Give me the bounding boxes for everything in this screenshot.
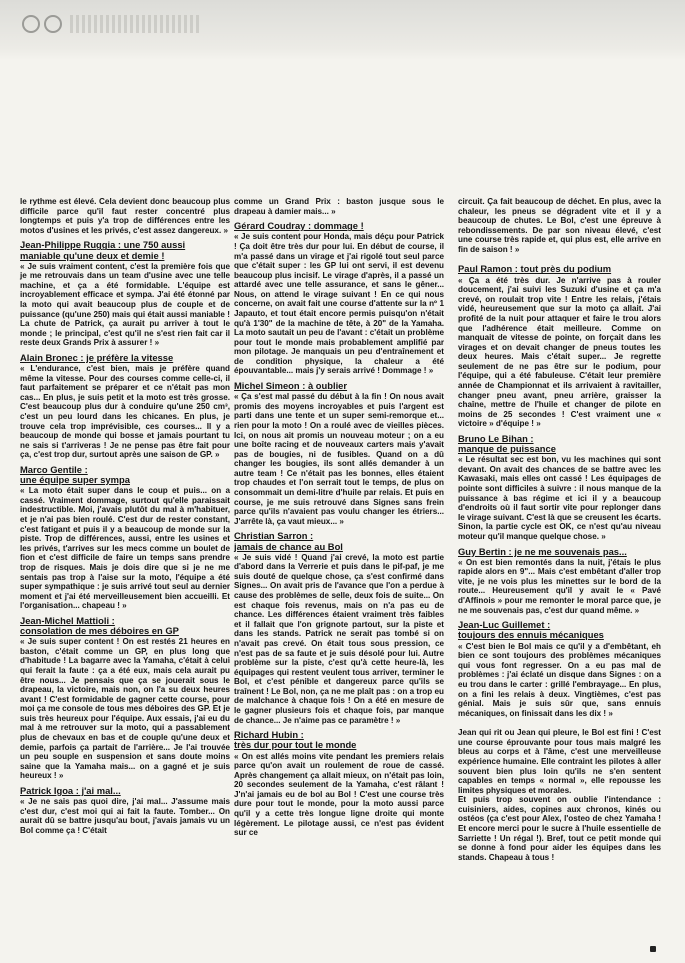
interview-body: « C'est bien le Bol mais ce qu'il y a d'embêtant, eh bien ce sont toujours des problèmes mécaniques qui vous font regresser. On a eu pas mal de problèmes : j'ai éclaté un disque dans Signes : on a eu trou dans le carter : grillé l'embrayage... En plus, on a fini les relais à deux. Vingtièmes, c'est pas génial. Mais je suis sûr que, sans ennuis mécaniques, on finissait dans les dix ! » bbox=[458, 641, 661, 718]
interview-title: Jean-Philippe Ruggia : une 750 aussi bbox=[20, 239, 186, 251]
column-2 bbox=[234, 197, 444, 838]
interview-title: Bruno Le Bihan : bbox=[458, 432, 534, 444]
interview-heading bbox=[20, 786, 230, 796]
logo-ring-icon bbox=[44, 15, 62, 33]
logo-ring-icon bbox=[22, 15, 40, 33]
page-header bbox=[0, 0, 685, 60]
column-intro-paragraph: comme un Grand Prix : baston jusque sous le drapeau à damier mais... » bbox=[234, 197, 444, 216]
interview-title: Christian Sarron : bbox=[234, 530, 314, 542]
interview-body: « On est allés moins vite pendant les premiers relais parce qu'on avait un roulement de roue de cassé. Après changement ça allait mieux, on n'était pas loin, 20 secondes seulement de la Yamaha, c'est râlant ! J'n'ai jamais eu de bol au Bol ! C'est une course très dure pour tout le monde, pour la moto aussi parce qu'il y a cette très longue ligne droite qui monte légèrement. Le pilotage aussi, ce n'est pas évident sur ce bbox=[234, 751, 444, 838]
interview-title: Jean-Michel Mattioli : bbox=[20, 614, 115, 626]
interview-heading bbox=[20, 616, 230, 636]
interview-subtitle: jamais de chance au Bol bbox=[234, 540, 343, 552]
interview-subtitle: toujours des ennuis mécaniques bbox=[458, 629, 604, 641]
interview-body: « Le résultat sec est bon, vu les machines qui sont devant. On avait des chances de se battre avec les Kawasaki, mais elles ont cassé ! Les équipages de pointe sont difficiles à suivre : il nous manque de la puissance à bas régime et ici il y a beaucoup d'endroits où il faut sortir vite pour replonger dans le virage suivant. C'est là que se creusent les écarts. Sinon, la partie cycle est OK, ce n'est qu'au niveau moteur qu'il manque quelque chose. » bbox=[458, 455, 661, 541]
interview-body: « Ça s'est mal passé du début à la fin ! On nous avait promis des moyens incroyables et puis l'argent est parti dans une tente et un super semi-remorque et... rien pour la moto ! On a roulé avec de vieilles pièces. Ici, on nous ait promis un nouveau moteur ; on a eu une boîte racing et de nouveaux carters mais y'avait pas de bougies, ni de fusibles. Quand on a dû changer les bougies, ils sont allés demander à un autre team ! Ce n'était pas les bonnes, elles étaient trop chaudes et l'on serrait tout le temps, de plus on consommait un demi-litre d'huile par relais. Et puis en course, je me suis retrouvé dans Signes sans frein parce qu'ils n'avaient pas voulu changer les étriers... J'arrête là, ça vaut mieux... » bbox=[234, 392, 444, 526]
interview-heading bbox=[20, 353, 230, 363]
closing-paragraph: Et puis trop souvent on oublie l'intendance : cuisiniers, aides, copines aux chronos, kinés ou ostéos (ça c'est pour Alex, l'osteo de chez Yamaha ! Et encore merci pour le sucre à l'huile essentielle de Sarriette ! Un régal !). Bref, tout ce petit monde qui se donne à fond pour aider les équipes dans les stands. Chapeau à tous ! bbox=[458, 795, 661, 862]
interview-heading bbox=[234, 221, 444, 231]
interview-heading bbox=[458, 264, 661, 274]
interview-title: Patrick Igoa : j'ai mal... bbox=[20, 784, 121, 796]
interview-body: « Je suis vraiment content, c'est la première fois que je me retrouvais dans un team d'usine avec une telle machine, et ça a été formidable. L'équipe est incroyablement efficace et sympa. J'ai été étonné par la moto qui avait beaucoup plus de couple et de puissance (qu'une 250) mais qui était aussi maniable ! La chute de Patrick, ça aurait pu arriver à tout le monde ; le principal, c'est qu'il ne s'est rien fait car il reste deux Grands Prix à assurer ! » bbox=[20, 261, 230, 348]
interview-title: Marco Gentile : bbox=[20, 463, 88, 475]
interview-title: Guy Bertin : je ne me souvenais pas... bbox=[458, 545, 627, 557]
interview-title: Gérard Coudray : dommage ! bbox=[234, 220, 364, 232]
interview-title: Alain Bronec : je préfère la vitesse bbox=[20, 351, 174, 363]
logo-stripes bbox=[70, 15, 200, 33]
interview-title: Richard Hubin : bbox=[234, 729, 304, 741]
interview-title: Paul Ramon : tout près du podium bbox=[458, 263, 612, 275]
interview-heading bbox=[234, 381, 444, 391]
interview-body: « Je ne sais pas quoi dire, j'ai mal... J'assume mais c'est dur, c'est moi qui ai fait la faute. Tomber... On aurait dû se battre jusqu'au bout, j'avais jamais vu un Bol comme ça ! C'était bbox=[20, 797, 230, 835]
interview-body: « On est bien remontés dans la nuit, j'étais le plus rapide alors en 9"... Mais c'est embêtant d'aller trop vite, je ne vois plus les minettes sur le bord de la route... Heureusement qu'il y avait le « Pavé d'Affinois » pour me remonter le moral parce que, je ne me souvenais pas, c'est dur quand même. » bbox=[458, 557, 661, 615]
interview-heading bbox=[20, 465, 230, 485]
end-of-article-mark bbox=[650, 946, 656, 952]
interview-heading bbox=[20, 240, 230, 260]
magazine-logo bbox=[22, 10, 382, 38]
column-3 bbox=[458, 197, 661, 862]
interview-body: « Je suis vidé ! Quand j'ai crevé, la moto est partie d'abord dans la Verrerie et puis dans le pif-paf, je me suis douté de quelque chose, ça s'est confirmé dans Signes... On avait pris de l'avance que l'on a perdue à cause des problèmes de selle, deux fois de suite... On est chaque fois revenus, mais on n'a pas eu de chance. Les différences étaient vraiment très faibles et il fallait que l'on grignote partout, sur la piste et dans les stands. Patrick ne serait pas tombé si on n'avait pas crevé. On était tous sous pression, ce n'est pas de sa faute et je suis désolé pour lui. Autre problème sur la piste, c'est qu'à cette heure-là, les équipages qui restent veulent tous arriver, terminer le Bol, et c'est pénible et dangereux parce qu'ils se traînent ! Le Bol, non, ça ne me plaît pas : on a trop eu de malchance à chaque fois ! On a été en mesure de le gagner plusieurs fois et chaque fois, par manque de chance... Je n'aime pas ce paramètre ! » bbox=[234, 552, 444, 725]
interview-body: « L'endurance, c'est bien, mais je préfère quand même la vitesse. Pour des courses comme celle-ci, il faut parfaitement se préparer et ce n'était pas mon cas... En plus, je suis petit et la moto est très grosse. C'est beaucoup plus dur à conduire qu'une 250 cm³, c'est un peu lourd dans les chicanes. En plus, je trouve cela trop imprévisible, ces courses... Il y a beaucoup de monde qui bosse et jamais pourtant tu ne sais si t'arriveras ! Je ne pense pas être fait pour ça, c'est trop dur, surtout après une saison de GP. » bbox=[20, 364, 230, 460]
interview-body: « Je suis content pour Honda, mais déçu pour Patrick ! Ça doit être très dur pour lui. En début de course, il m'a passé dans un virage et j'ai rigolé tout seul parce que c'était super : les GP lui ont servi, il est devenu beaucoup plus incisif. Le virage d'après, il a passé un attardé avec une telle assurance, et sans le gêner... Nous, on attend le virage suivant ! En ce qui nous concerne, on avait fait une course d'attente sur la nº 1 Japauto, et tout était encore permis puisqu'on n'était qu'à 1'30" de la machine de tête, à 20" de la Yamaha. La moto sautait un peu de l'avant : c'était un problème pour tout le monde mais probablement amplifié par mon pilotage. Je manquais un peu d'entraînement et de condition physique, la chaleur a été épouvantable... mais j'y serais arrivé ! Dommage ! » bbox=[234, 232, 444, 376]
interview-heading bbox=[458, 434, 661, 454]
interview-body: « Je suis super content ! On est restés 21 heures en baston, c'était comme un GP, en plus long que d'habitude ! La bagarre avec la Yamaha, c'était à celui qui ferait la faute : ça a été eux, mais cela aurait pu être nous... Je pensais que ça se jouerait sous le drapeau, la victoire, mais non, on l'a su deux heures avant ! C'est formidable de gagner cette course, pour moi ça me console de tous mes déboires des GP. Et je suis très heureux pour l'équipe. Aux essais, j'ai eu du mal à me retrouver sur la moto, qui a passablement plus de chevaux en bas et de couple qu'une deux et demie, parfois ça partait de l'arrière... Je l'ai trouvée un peu souple en suspension et sans doute moins saine que la Yamaha mais... on a gagné et je suis heureux ! » bbox=[20, 637, 230, 781]
interview-subtitle: consolation de mes déboires en GP bbox=[20, 625, 179, 637]
interview-subtitle: maniable qu'une deux et demie ! bbox=[20, 249, 165, 261]
interview-body: « La moto était super dans le coup et puis... on a cassé. Vraiment dommage, surtout qu'elle paraissait indestructible. Moi, j'avais plutôt du mal à m'habituer, et je n'ai pas bien roulé. C'est dur de rester constant, c'est fatigant et puis il y a beaucoup de monde sur la piste. Trop de différences, aussi, entre les usines et les privés, t'arrives sur les mecs comme un boulet de fion et c'est difficile de faire un temps sans prendre trop de risques. Mais je dois dire que si je ne me sentais pas trop à l'aise sur la moto, l'équipe a été super sympathique : je suis arrivé tout seul au dernier moment et j'ai été merveilleusement bien accueilli. Et l'organisation... chapeau ! » bbox=[20, 486, 230, 611]
interview-subtitle: une équipe super sympa bbox=[20, 474, 130, 486]
closing-paragraph: Jean qui rit ou Jean qui pleure, le Bol est fini ! C'est une course éprouvante pour tous mais malgré les bleus au corps et à l'âme, c'est une merveilleuse expérience humaine. Elle contraint les pilotes à aller souvent bien plus loin qu'ils ne s'en sentent capables en temps « normal », elle repousse les limites physiques et morales. bbox=[458, 728, 661, 795]
interview-heading bbox=[458, 620, 661, 640]
interview-subtitle: manque de puissance bbox=[458, 443, 556, 455]
interview-subtitle: très dur pour tout le monde bbox=[234, 739, 357, 751]
interview-title: Jean-Luc Guillemet : bbox=[458, 619, 551, 631]
interview-heading bbox=[458, 547, 661, 557]
column-intro-paragraph: circuit. Ça fait beaucoup de déchet. En plus, avec la chaleur, les pneus se dégradent vite et il y a beaucoup de chutes. Le Bol, c'est une épreuve à rebondissements. De par son niveau élevé, c'est une course très rapide et, qui plus est, elle arrive en fin de saison ! » bbox=[458, 197, 661, 254]
interview-heading bbox=[234, 531, 444, 551]
column-intro-paragraph: le rythme est élevé. Cela devient donc beaucoup plus difficile parce qu'il faut rester concentré plus longtemps et puis y'a trop de différences entre les motos d'usines et les privés, c'est assez dangereux. » bbox=[20, 197, 230, 235]
interview-title: Michel Simeon : à oublier bbox=[234, 380, 348, 392]
column-1 bbox=[20, 197, 230, 835]
interview-body: « Ça a été très dur. Je n'arrive pas à rouler doucement, j'ai suivi les Suzuki d'usine et ça m'a crevé, on roulait trop vite ! Entre les relais, j'étais vidé, heureusement que sur la moto ça allait. J'ai profité de la nuit pour attaquer et faire le trou alors que l'adhérence était meilleure. Comme on manquait de vitesse de pointe, on forçait dans les virages et on devait changer de pneus toutes les deux heures. Mais c'était super... Je regrette seulement de ne pas être sur le podium, pour l'équipe, qui a été fabuleuse. C'était leur première année de Championnat et ils arrivaient à ravitailler, changer pneu avant, pneu arrière, graisser la chaîne, mettre de l'huile et changer de pilote en moins de 25 secondes ! C'est vraiment une « victoire » d'équipe ! » bbox=[458, 275, 661, 429]
interview-heading bbox=[234, 730, 444, 750]
